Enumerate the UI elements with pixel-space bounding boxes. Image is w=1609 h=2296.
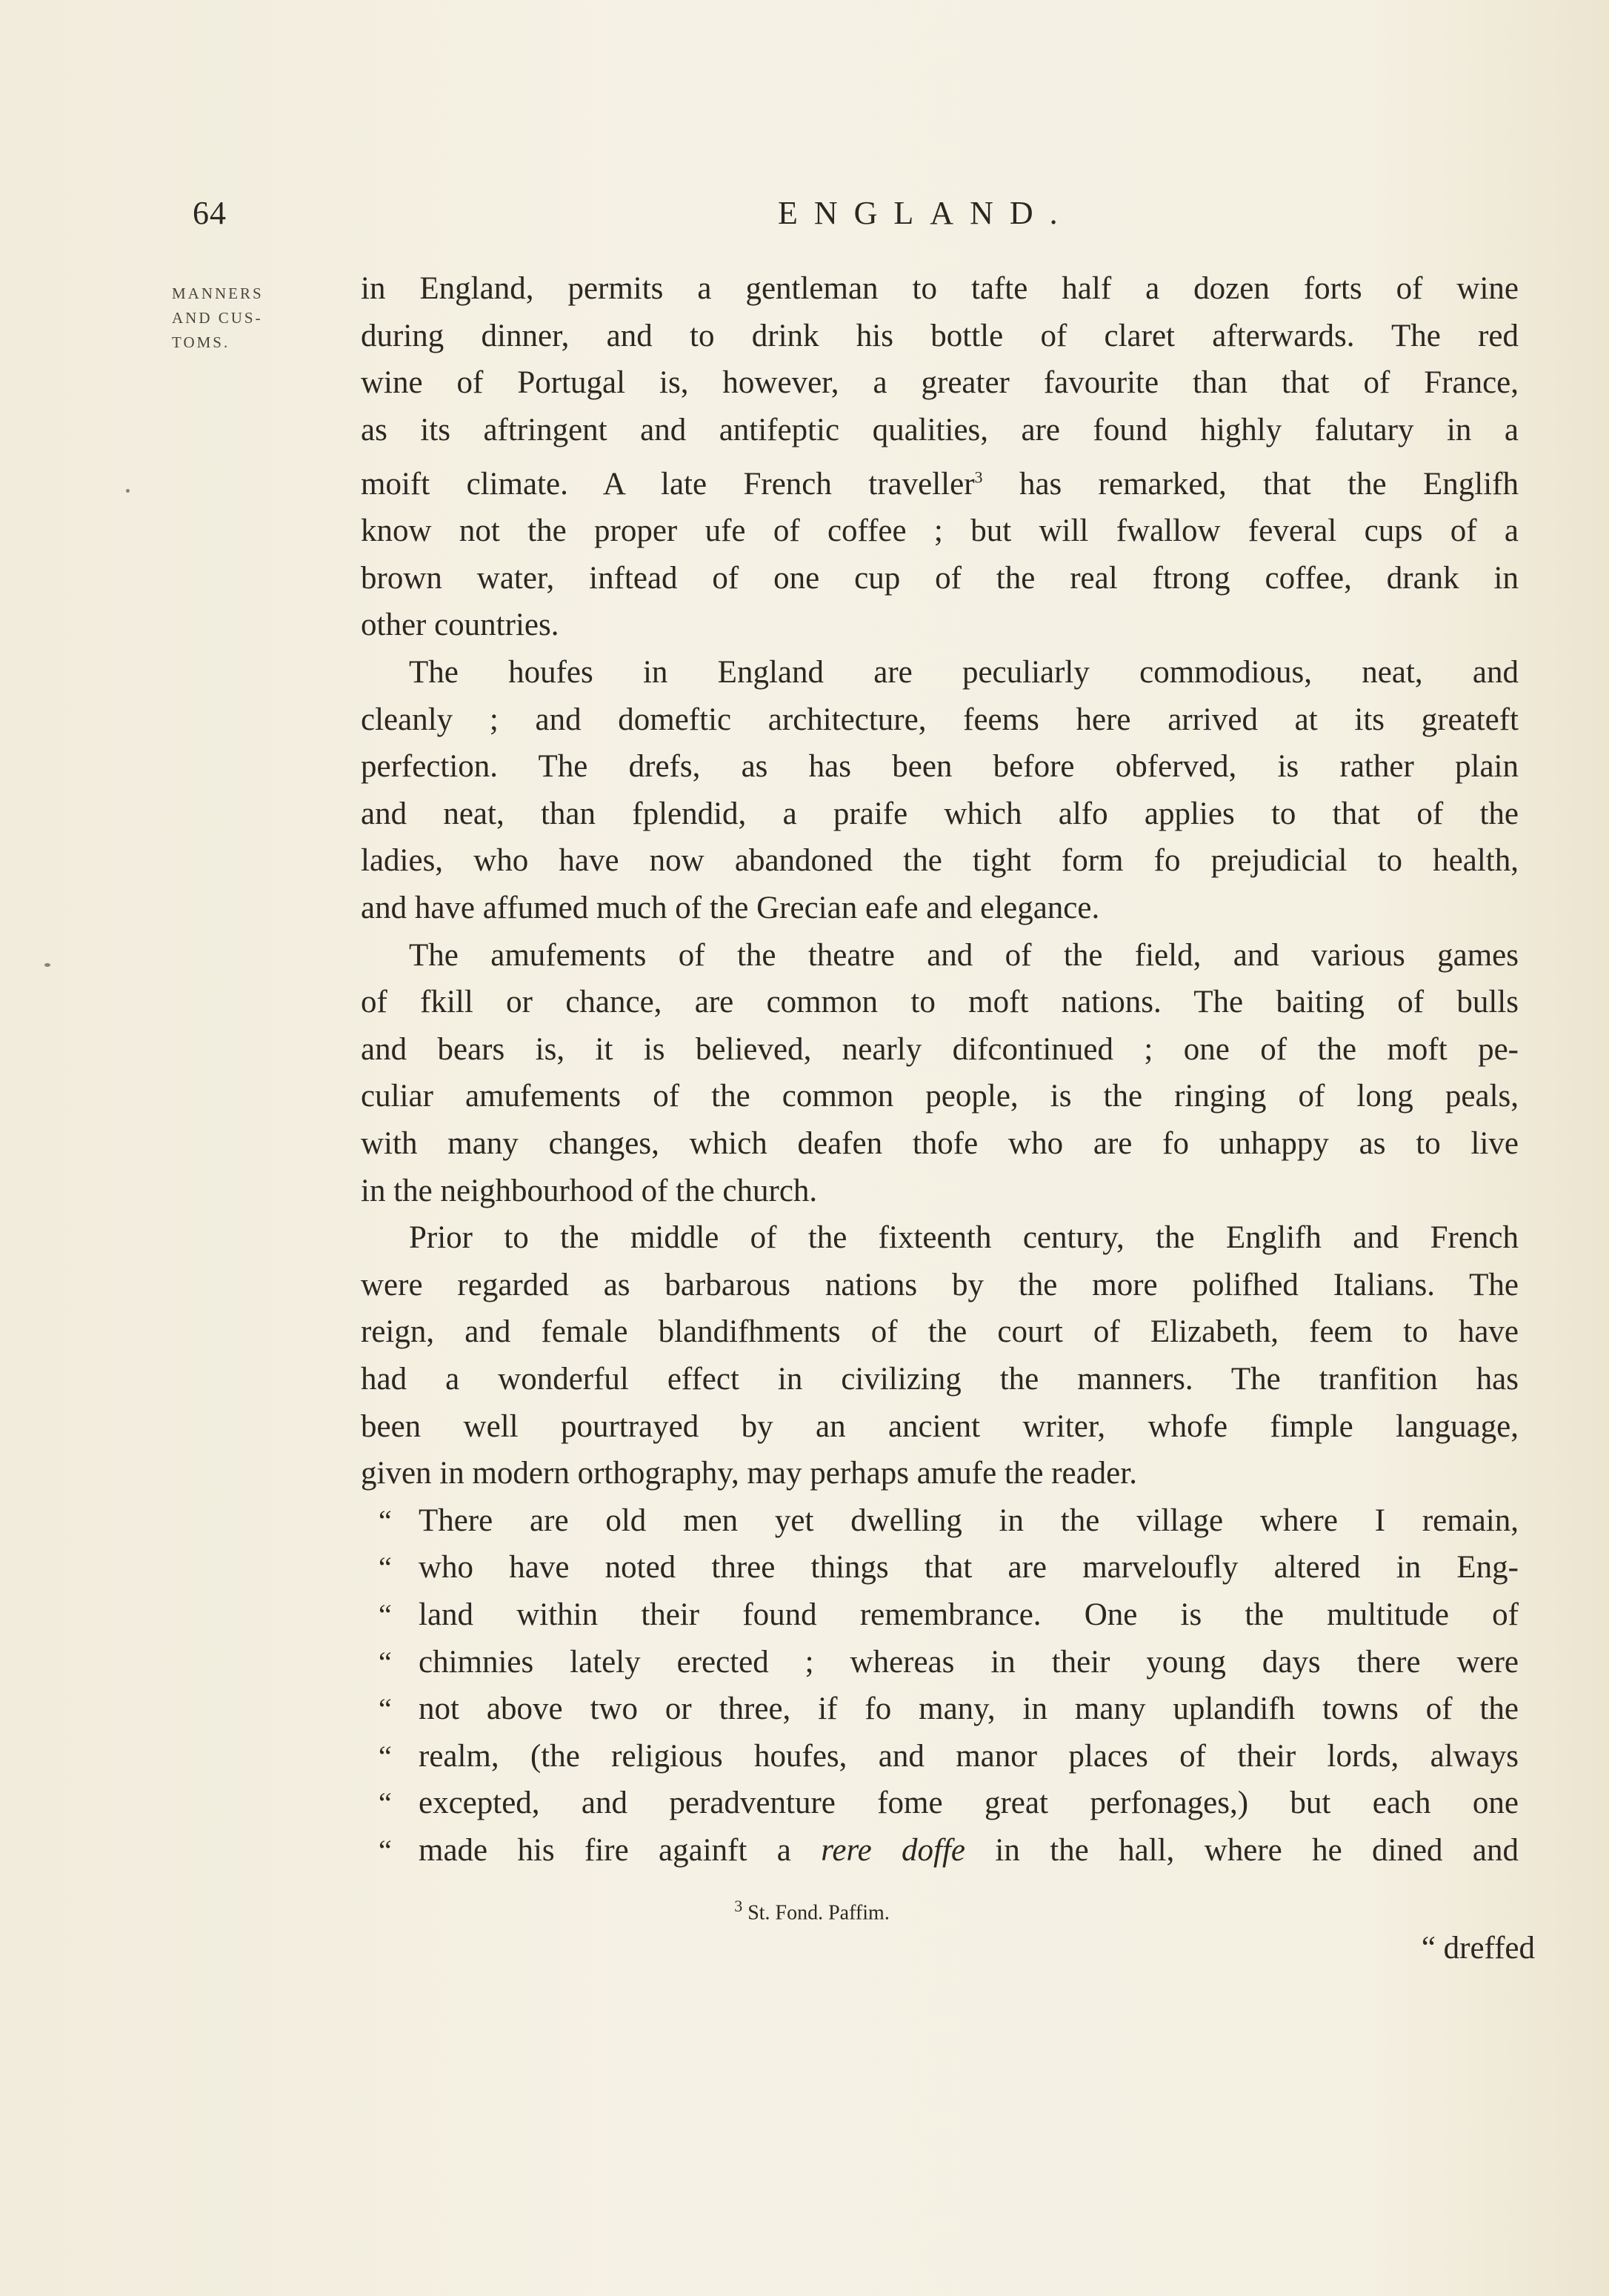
text-line: perfection. The drefs, as has been before obferved, is rather plain: [361, 749, 1519, 785]
marginal-note-line: MANNERS: [172, 284, 264, 302]
text-line: and neat, than fplendid, a praife which alfo applies to that of the: [361, 796, 1519, 831]
text-line: during dinner, and to drink his bottle of claret afterwards. The red: [361, 318, 1519, 353]
text-line: Prior to the middle of the fixteenth century, the Englifh and French: [409, 1220, 1519, 1256]
quote-line: [361, 1544, 1519, 1591]
paragraph-houses: [361, 649, 1519, 932]
footnote-ref: 3: [974, 467, 983, 487]
text-line: The houfes in England are peculiarly commodious, neat, and: [409, 655, 1519, 691]
quote-text: There are old men yet dwelling in the village where I remain,: [419, 1503, 1519, 1538]
quote-text: chimnies lately erected ; whereas in their young days there were: [419, 1644, 1519, 1680]
text-line: as its aftringent and antifeptic qualities, are found highly falutary in a: [361, 412, 1519, 447]
footnote-text: St. Fond. Paffim.: [747, 1901, 890, 1925]
text-line: in the neighbourhood of the church.: [361, 1173, 818, 1208]
paragraph-wine: [361, 265, 1519, 649]
text-line: brown water, inftead of one cup of the real ftrong coffee, drank in: [361, 560, 1519, 596]
quote-line: [361, 1591, 1519, 1639]
paper-speck: [44, 963, 50, 967]
text-line: and bears is, it is believed, nearly difcontinued ; one of the moft pe-: [361, 1031, 1519, 1067]
quote-mark: “: [379, 1597, 392, 1631]
marginal-note-line: AND CUS-: [172, 309, 263, 327]
paper-speck: [126, 489, 130, 493]
quote-text: made his fire againft a: [419, 1832, 822, 1868]
text-line: know not the proper ufe of coffee ; but will fwallow feveral cups of a: [361, 513, 1519, 549]
page-number: 64: [193, 195, 227, 231]
text-line: ladies, who have now abandoned the tight form fo prejudicial to health,: [361, 843, 1519, 879]
text-fragment: [361, 467, 1519, 502]
text-line: been well pourtrayed by an ancient writer, whofe fimple language,: [361, 1408, 1519, 1444]
footnote-marker: 3: [734, 1897, 743, 1915]
quote-text: excepted, and peradventure fome great perfonages,) but each one: [419, 1786, 1519, 1821]
quote-text: realm, (the religious houfes, and manor places of their lords, always: [419, 1738, 1519, 1774]
quote-text: not above two or three, if fo many, in many uplandifh towns of the: [419, 1691, 1519, 1727]
text-line: of fkill or chance, are common to moft nations. The baiting of bulls: [361, 985, 1519, 1020]
quote-mark: “: [379, 1551, 392, 1585]
text-line: had a wonderful effect in civilizing the manners. The tranfition has: [361, 1361, 1519, 1397]
text-line: were regarded as barbarous nations by the more polifhed Italians. The: [361, 1267, 1519, 1302]
block-quotation: [361, 1497, 1519, 1874]
quote-italic-text: rere doffe: [821, 1832, 966, 1868]
quote-line: [361, 1686, 1519, 1733]
quote-mark: “: [379, 1786, 392, 1820]
text-line: cleanly ; and domeftic architecture, feems here arrived at its greateft: [361, 702, 1519, 737]
quote-mark: “: [379, 1833, 392, 1867]
paragraph-amusements: [361, 932, 1519, 1215]
quote-line: [361, 1827, 1519, 1874]
text-fragment: has remarked, that the Englifh: [982, 466, 1519, 502]
quote-text: in the hall, where he dined and: [965, 1832, 1519, 1868]
quote-mark: “: [379, 1645, 392, 1679]
quote-text: who have noted three things that are marveloufly altered in Eng-: [419, 1550, 1519, 1585]
text-line: given in modern orthography, may perhaps amufe the reader.: [361, 1456, 1137, 1491]
running-head: ENGLAND.: [778, 195, 1074, 231]
text-line: culiar amufements of the common people, is the ringing of long peals,: [361, 1079, 1519, 1114]
quote-mark: “: [379, 1503, 392, 1537]
quote-line: [361, 1733, 1519, 1780]
quote-line: [361, 1497, 1519, 1545]
quote-mark: “: [379, 1739, 392, 1773]
quote-line: [361, 1639, 1519, 1686]
catchword: “ dreffed: [1421, 1931, 1535, 1966]
text-fragment: moift climate. A late French traveller: [361, 466, 975, 502]
marginal-note: [172, 282, 309, 355]
quote-mark: “: [379, 1692, 392, 1726]
marginal-note-line: TOMS.: [172, 333, 230, 351]
quote-line: [361, 1780, 1519, 1827]
text-line-with-footnote: [361, 453, 1519, 508]
quote-text: land within their found remembrance. One is the multitude of: [419, 1597, 1519, 1632]
text-line: The amufements of the theatre and of the field, and various games: [409, 937, 1519, 973]
text-line: with many changes, which deafen thofe who are fo unhappy as to live: [361, 1126, 1519, 1162]
paragraph-manners: [361, 1214, 1519, 1497]
text-line: wine of Portugal is, however, a greater favourite than that of France,: [361, 365, 1519, 401]
body-text: [361, 265, 1519, 1874]
text-line: in England, permits a gentleman to tafte half a dozen forts of wine: [361, 271, 1519, 306]
text-line: reign, and female blandifhments of the court of Elizabeth, feem to have: [361, 1314, 1519, 1350]
text-line: and have affumed much of the Grecian eafe and elegance.: [361, 891, 1100, 926]
text-line: other countries.: [361, 608, 559, 643]
footnote: [0, 1897, 1609, 1925]
